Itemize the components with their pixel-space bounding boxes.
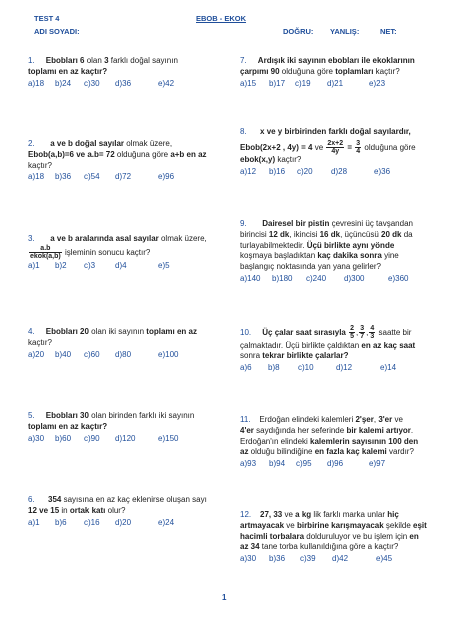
question-9: [240, 219, 440, 285]
q1-options: [28, 79, 223, 90]
q12-text-6: artmayacak: [240, 520, 285, 530]
q11-text-15: vardır?: [386, 447, 414, 457]
fraction-denominator: 7: [360, 333, 365, 341]
q11-text-7: saydığında her seferinde: [253, 425, 347, 435]
question-8: [240, 127, 440, 178]
option-b[interactable]: b)24: [55, 78, 72, 88]
q8-text-1: x ve y birbirinden farklı doğal sayılardır,: [260, 127, 411, 136]
option-c[interactable]: c)95: [296, 459, 312, 469]
option-d[interactable]: d)21: [327, 78, 344, 88]
q12-text-8: birbirine karışmayacak: [296, 520, 384, 530]
option-b[interactable]: b)8: [268, 363, 280, 373]
option-e[interactable]: e)36: [374, 167, 391, 177]
q11-text-11: kalemlerin sayısının 100 den: [310, 436, 419, 446]
option-b[interactable]: b)2: [55, 261, 67, 271]
question-number: 3.: [28, 234, 35, 243]
q3-text-2: olmak üzere,: [158, 234, 207, 243]
q1-line-2: toplamı en az kaçtır?: [28, 66, 108, 76]
q1-text-5: farklı doğal sayının: [108, 56, 178, 65]
option-a[interactable]: a)6: [240, 363, 252, 373]
q1-text-2: 6: [80, 56, 85, 65]
option-a[interactable]: a)140: [240, 273, 261, 283]
option-c[interactable]: c)19: [295, 78, 311, 88]
fraction-numerator: 2: [350, 325, 355, 332]
question-1: [28, 56, 223, 89]
question-7: [240, 56, 440, 89]
q6-text-6: olur?: [105, 505, 126, 515]
net-label: NET:: [380, 27, 397, 36]
q8-equals: =: [345, 142, 355, 152]
option-e[interactable]: e)100: [158, 349, 179, 359]
option-b[interactable]: b)40: [55, 349, 72, 359]
q5-options: [28, 434, 223, 445]
q10-fraction-1: [349, 325, 355, 341]
option-d[interactable]: d)4: [115, 261, 127, 271]
q2-text-1: a ve b doğal sayılar: [50, 139, 125, 148]
option-d[interactable]: d)12: [336, 363, 353, 373]
q2-options: [28, 172, 223, 183]
q8-text-3: ve: [312, 142, 326, 152]
q6-text-3: 12 ve 15: [28, 505, 60, 515]
fraction-denominator: 5: [350, 333, 355, 341]
q6-text-2: sayısına en az kaç eklenirse oluşan sayı: [61, 495, 207, 504]
q8-fraction-1: [326, 140, 344, 156]
question-number: 12.: [240, 510, 252, 519]
option-c[interactable]: c)10: [298, 363, 314, 373]
q9-text-9: da: [401, 229, 413, 239]
option-a[interactable]: a)93: [240, 459, 257, 469]
question-number: 4.: [28, 327, 35, 336]
q9-text-12: koşmaya başladıktan: [240, 251, 318, 261]
q9-text-6: 16 dk: [319, 229, 341, 239]
q12-text-4: lik farklı marka unlar: [311, 510, 388, 519]
fraction-denominator: 4: [356, 148, 361, 156]
q8-text-6: kaçtır?: [275, 155, 302, 165]
q7-text-5: kaçtır?: [373, 66, 400, 76]
q11-text-3: ,: [373, 415, 379, 424]
q9-text-8: 20 dk: [381, 229, 402, 239]
q6-text-4: in: [59, 505, 70, 515]
question-12: [240, 510, 445, 565]
fraction-numerator: 3: [356, 139, 361, 147]
q11-text-4: 3'er: [378, 415, 393, 424]
option-a[interactable]: a)20: [28, 349, 45, 359]
option-a[interactable]: a)30: [240, 554, 257, 564]
option-e[interactable]: e)23: [369, 78, 386, 88]
q9-text-1: Dairesel bir pistin: [262, 219, 330, 228]
option-c[interactable]: c)39: [300, 554, 316, 564]
option-c[interactable]: c)240: [306, 273, 327, 283]
option-a[interactable]: a)15: [240, 78, 257, 88]
q2-text-6: en az: [184, 149, 207, 159]
page-number: 1: [222, 593, 227, 602]
q12-text-13: en: [409, 531, 419, 541]
q7-text-2: çarpımı 90: [240, 66, 280, 76]
option-b[interactable]: b)60: [55, 433, 72, 443]
option-e[interactable]: e)360: [388, 273, 409, 283]
q4-text-3: toplamı en az: [146, 327, 197, 336]
q11-text-12: az: [240, 447, 249, 457]
option-e[interactable]: e)5: [158, 261, 170, 271]
q3-text-1: a ve b aralarında asal sayılar: [50, 234, 159, 243]
q7-options: [240, 79, 440, 90]
option-b[interactable]: b)36: [269, 554, 286, 564]
q2-text-4: olduğuna göre: [114, 149, 171, 159]
fraction-denominator: ekok(a,b): [30, 253, 61, 261]
q10-fraction-3: [369, 325, 375, 341]
question-10: 10. Üç çalar saat sırasıyla $\frac{2}{5}$ , $\frac{3}{7}$ , $\frac{4}{3}$ saatte bir çalmaktadır. Üçü birlikte çaldıktan en az kaç saat sonra tekrar birlikte çalarlar? a)6 b)8 c)10 d)12 e)14: [240, 325, 440, 374]
q12-text-11: hacimli torbalara: [240, 531, 305, 541]
q12-text-7: ve: [284, 520, 297, 530]
fraction-numerator: a.b: [29, 245, 62, 253]
option-d[interactable]: d)42: [332, 554, 349, 564]
option-a[interactable]: a)12: [240, 167, 257, 177]
option-e[interactable]: e)24: [158, 517, 175, 527]
question-number: 1.: [28, 56, 35, 65]
q11-text-1: Erdoğan elindeki kalemleri: [259, 415, 356, 424]
option-a[interactable]: a)1: [28, 261, 40, 271]
q8-options: [240, 167, 440, 178]
q6-options: [28, 518, 223, 529]
q5-line-2: toplamı en az kaçtır?: [28, 421, 108, 431]
option-c[interactable]: c)90: [84, 433, 100, 443]
q10-text-5: sonra: [240, 351, 263, 361]
q12-text-14: az 34: [240, 542, 260, 552]
option-a[interactable]: a)1: [28, 517, 40, 527]
q11-text-10: Erdoğan'ın elindeki: [240, 436, 311, 446]
q2-text-3: Ebob(a,b)=6 ve a.b= 72: [28, 149, 115, 159]
question-11: [240, 415, 440, 470]
question-number: 6.: [28, 495, 35, 504]
q11-text-9: .: [410, 425, 414, 435]
q6-text-1: 354: [48, 495, 62, 504]
wrong-label: YANLIŞ:: [330, 27, 360, 36]
option-d[interactable]: d)36: [115, 78, 132, 88]
q10-text-2: saatte bir: [376, 327, 412, 337]
q12-text-15: tane torba kullanıldığına göre a kaçtır?: [259, 542, 399, 552]
question-number: 7.: [240, 56, 247, 65]
q11-text-2: 2'şer: [355, 415, 374, 424]
q2-line-3: kaçtır?: [28, 160, 53, 170]
option-c[interactable]: c)20: [297, 167, 313, 177]
option-b[interactable]: b)16: [269, 167, 286, 177]
option-d[interactable]: d)20: [115, 517, 132, 527]
option-e[interactable]: e)14: [380, 363, 397, 373]
q10-options: [240, 363, 440, 374]
q11-text-5: ve: [392, 415, 403, 424]
q7-text-4: toplamları: [335, 66, 374, 76]
q9-text-10: turlayabilmektedir.: [240, 240, 307, 250]
q11-options: [240, 459, 440, 470]
q12-text-1: 27, 33: [260, 510, 283, 519]
q10-text-1: Üç çalar saat sırasıyla: [262, 327, 346, 337]
question-5: [28, 411, 223, 444]
q10-text-4: en az kaç saat: [361, 340, 416, 350]
q9-text-2: çevresini üç tavşandan: [329, 219, 413, 228]
q9-line-5: başlangıç noktasında yan yana gelirler?: [240, 262, 381, 272]
q11-text-13: olduğu bilindiğine: [248, 447, 315, 457]
option-b[interactable]: b)6: [55, 517, 67, 527]
option-e[interactable]: e)42: [158, 78, 175, 88]
option-d[interactable]: d)80: [115, 349, 132, 359]
option-d[interactable]: d)28: [331, 167, 348, 177]
q12-options: [240, 554, 445, 565]
option-b[interactable]: b)180: [272, 273, 293, 283]
q1-text-1: Ebobları: [45, 56, 81, 65]
q5-text-2: olan birinden farklı iki sayının: [88, 411, 195, 420]
q10-text-3: çalmaktadır. Üçü birlikte çaldıktan: [240, 340, 362, 350]
q12-text-3: a kg: [295, 510, 312, 519]
q11-text-8: bir kalemi artıyor: [346, 425, 411, 435]
q12-text-12: dolduruluyor ve bu işlem için: [304, 531, 410, 541]
q9-text-3: birincisi: [240, 229, 269, 239]
option-b[interactable]: b)17: [269, 78, 286, 88]
question-number: 5.: [28, 411, 35, 420]
q4-text-1: Ebobları 20: [45, 327, 89, 336]
option-e[interactable]: e)45: [376, 554, 393, 564]
option-d[interactable]: d)300: [344, 273, 365, 283]
q12-text-9: şekilde: [383, 520, 414, 530]
question-number: 2.: [28, 139, 35, 148]
q1-text-4: 3: [104, 56, 109, 65]
option-c[interactable]: c)60: [84, 349, 100, 359]
question-3: [28, 234, 223, 272]
q12-text-5: hiç: [387, 510, 399, 519]
q9-text-11: Üçü birlikte aynı yönde: [306, 240, 395, 250]
q8-text-2: Ebob(2x+2 , 4y) = 4: [240, 142, 313, 152]
q12-text-10: eşit: [413, 520, 427, 530]
q1-text-3: olan: [84, 56, 105, 65]
q5-text-1: Ebobları 30: [45, 411, 89, 420]
q2-text-5: a+b: [170, 149, 185, 159]
option-c[interactable]: c)54: [84, 172, 100, 182]
option-a[interactable]: a)30: [28, 433, 45, 443]
q8-text-5: ebok(x,y): [240, 155, 276, 165]
q9-text-7: , üçüncüsü: [340, 229, 381, 239]
q2-text-2: olmak üzere,: [124, 139, 173, 148]
q3-text-3: işleminin sonucu kaçtır?: [62, 247, 151, 257]
q3-fraction: [29, 245, 62, 261]
fraction-numerator: 3: [360, 325, 365, 332]
q11-text-6: 4'er: [240, 425, 254, 435]
q8-fraction-2: [355, 140, 361, 156]
q12-text-2: ve: [282, 510, 296, 519]
name-label: ADI SOYADI:: [34, 27, 80, 36]
fraction-numerator: 2x+2: [327, 139, 344, 147]
q9-text-13: kaç dakika sonra: [317, 251, 382, 261]
option-e[interactable]: e)97: [369, 459, 386, 469]
q9-text-5: , ikincisi: [289, 229, 320, 239]
option-b[interactable]: b)94: [269, 459, 286, 469]
q8-text-4: olduğuna göre: [362, 142, 416, 152]
fraction-numerator: 4: [370, 325, 375, 332]
topic-title: EBOB - EKOK: [196, 14, 247, 23]
option-d[interactable]: d)72: [115, 172, 132, 182]
question-number: 10.: [240, 327, 252, 337]
q4-options: [28, 350, 223, 361]
question-4: [28, 327, 223, 360]
option-e[interactable]: e)150: [158, 433, 179, 443]
q11-text-14: en fazla kaç kalemi: [314, 447, 387, 457]
question-2: [28, 139, 223, 183]
q9-text-4: 12 dk: [268, 229, 290, 239]
fraction-denominator: 4y: [331, 148, 340, 156]
option-c[interactable]: c)16: [84, 517, 100, 527]
option-b[interactable]: b)36: [55, 172, 72, 182]
q6-text-5: ortak katı: [69, 505, 106, 515]
q4-text-2: olan iki sayının: [88, 327, 147, 336]
question-number: 8.: [240, 127, 247, 136]
option-a[interactable]: a)18: [28, 172, 45, 182]
fraction-denominator: 3: [370, 333, 375, 341]
q9-text-14: yine: [381, 251, 399, 261]
q7-text-1: Ardışık iki sayının ebobları ile ekoklarının: [257, 56, 415, 65]
test-number: TEST 4: [34, 14, 60, 23]
q3-options: [28, 261, 223, 272]
question-6: [28, 495, 223, 528]
q10-fraction-2: [359, 325, 365, 341]
question-number: 9.: [240, 219, 247, 228]
question-number: 11.: [240, 415, 251, 424]
q9-options: [240, 274, 440, 285]
q7-text-3: olduğuna göre: [279, 66, 336, 76]
option-c[interactable]: c)3: [84, 261, 96, 271]
option-c[interactable]: c)30: [84, 78, 100, 88]
option-d[interactable]: d)120: [115, 433, 136, 443]
option-e[interactable]: e)96: [158, 172, 175, 182]
correct-label: DOĞRU:: [283, 27, 314, 36]
option-d[interactable]: d)96: [327, 459, 344, 469]
q10-text-6: tekrar birlikte çalarlar?: [262, 351, 349, 361]
option-a[interactable]: a)18: [28, 78, 45, 88]
q4-line-2: kaçtır?: [28, 337, 53, 347]
